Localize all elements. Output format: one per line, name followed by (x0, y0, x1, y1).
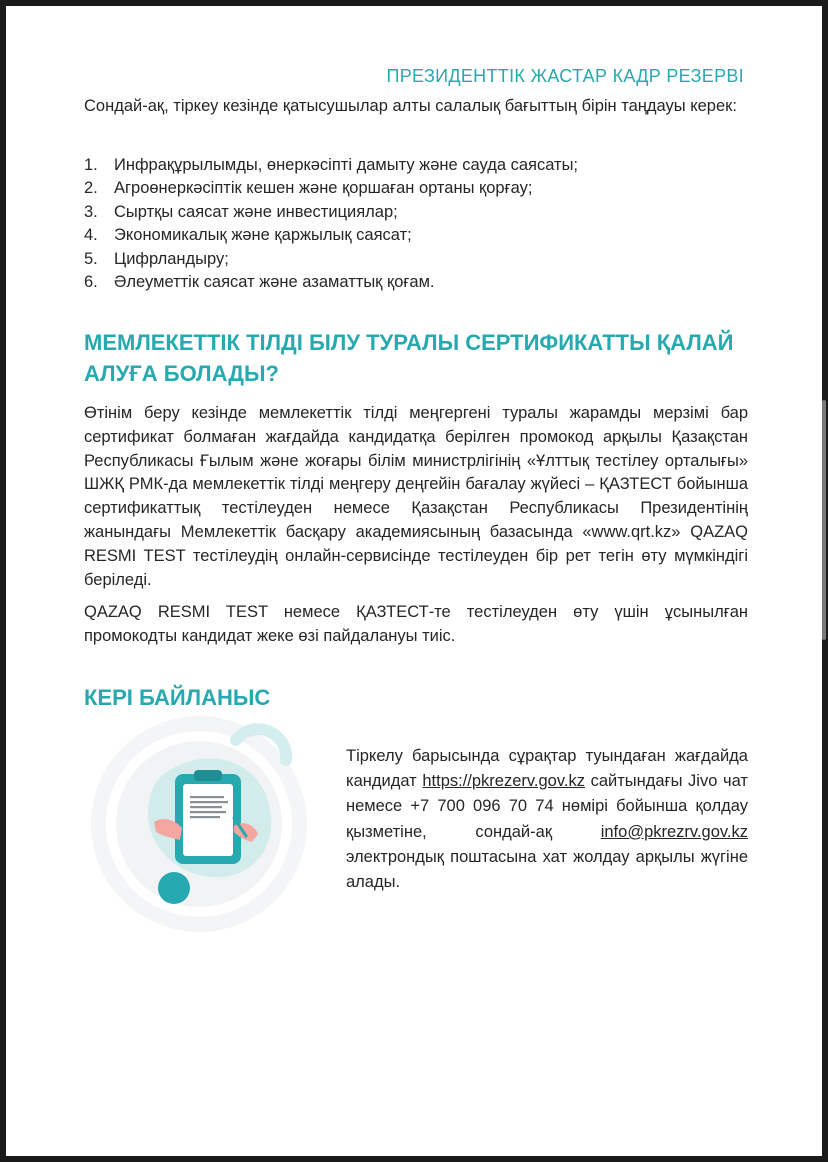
list-item-text: Цифрландыру; (114, 249, 229, 268)
list-item-text: Сыртқы саясат және инвестициялар; (114, 202, 398, 221)
list-item-text: Агроөнеркәсіптік кешен және қоршаған ортаны қорғау; (114, 179, 533, 198)
list-item (84, 154, 748, 177)
list-item-text: Инфрақұрылымды, өнеркәсіпті дамыту және сауда саясаты; (114, 156, 579, 174)
feedback-text-part: сайтындағы Jivo чат немесе +7 700 096 70 74 нөмірі бойынша қолдау қызметіне, сондай-ақ (346, 772, 748, 841)
list-item-number: 3. (84, 202, 98, 221)
certificate-heading: МЕМЛЕКЕТТІК ТІЛДІ БІЛУ ТУРАЛЫ СЕРТИФИКАТТЫ ҚАЛАЙ АЛУҒА БОЛАДЫ? (84, 330, 734, 386)
list-item-number: 2. (84, 179, 98, 198)
list-item (84, 271, 748, 294)
list-item (84, 224, 748, 247)
promocode-paragraph: QAZAQ RESMI TEST немесе ҚАЗТЕСТ-те тестілеуден өту үшін ұсынылған промокодты кандидат жеке өзі пайдалануы тиіс. (84, 603, 748, 645)
certificate-paragraph: Өтінім беру кезінде мемлекеттік тілді меңгергені туралы жарамды мерзімі бар сертификат болмаған жағдайда кандидатқа берілген промокод арқылы Қазақстан Республикасы Ғылым және жоғары білім министрлігінің «Ұлттық тестілеу орталығы» ШЖҚ РМК-да мемлекеттік тілді меңгеру деңгейін бағалау жүйесі – ҚАЗТЕСТ бойынша сертификаттық тестілеуден немесе Қазақстан Республикасы Президентінің жанындағы Мемлекеттік басқару академиясының базасында «www.qrt.kz» QAZAQ RESMI TEST тестілеудің онлайн-сервисінде тестілеуден бір рет тегін өту мүмкіндігі беріледі. (84, 404, 748, 589)
feedback-heading: КЕРІ БАЙЛАНЫС (84, 685, 271, 710)
list-item-number: 5. (84, 249, 98, 268)
list-item (84, 177, 748, 200)
clipboard-with-hands-icon (86, 712, 336, 934)
page-header-title: ПРЕЗИДЕНТТІК ЖАСТАР КАДР РЕЗЕРВІ (386, 66, 744, 86)
email-link[interactable]: info@pkrezrv.gov.kz (600, 822, 748, 841)
list-item-number: 1. (84, 156, 98, 174)
list-item-text: Әлеуметтік саясат және азаматтық қоғам. (114, 272, 435, 291)
document-page (6, 6, 822, 1156)
list-item (84, 248, 748, 271)
list-item (84, 201, 748, 224)
feedback-text-part: Тіркелу барысында сұрақтар туындаған жағдайда кандидат (346, 747, 748, 791)
directions-list (84, 154, 748, 294)
intro-paragraph: Сондай-ақ, тіркеу кезінде қатысушылар алты салалық бағыттың бірін таңдауы керек: (84, 97, 737, 115)
website-link[interactable]: https://pkrezerv.gov.kz (422, 772, 585, 791)
feedback-text-part: электрондық поштасына хат жолдау арқылы жүгіне алады. (346, 847, 748, 892)
scrollbar[interactable] (822, 400, 826, 640)
list-item-number: 6. (84, 272, 98, 291)
list-item-number: 4. (84, 226, 98, 245)
feedback-text (346, 744, 748, 895)
list-item-text: Экономикалық және қаржылық саясат; (114, 226, 412, 245)
